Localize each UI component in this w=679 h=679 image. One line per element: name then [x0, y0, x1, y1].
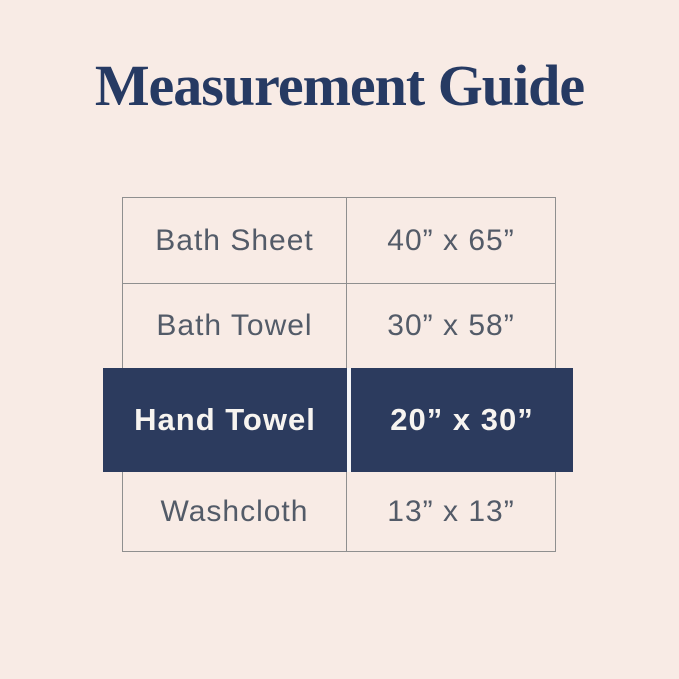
item-name: Hand Towel — [134, 402, 316, 437]
item-size: 40” x 65” — [387, 223, 515, 257]
page-title: Measurement Guide — [94, 53, 585, 118]
item-size: 30” x 58” — [387, 309, 515, 342]
table-row — [123, 472, 555, 552]
item-name: Bath Towel — [123, 284, 347, 368]
table-row — [123, 284, 555, 368]
item-name: Washcloth — [123, 472, 347, 552]
item-size: 13” x 13” — [387, 495, 515, 528]
table-row-highlighted — [103, 368, 573, 472]
measurement-table — [122, 197, 556, 552]
table-row — [123, 198, 555, 284]
item-size: 20” x 30” — [390, 402, 534, 437]
item-name: Bath Sheet — [123, 198, 347, 283]
